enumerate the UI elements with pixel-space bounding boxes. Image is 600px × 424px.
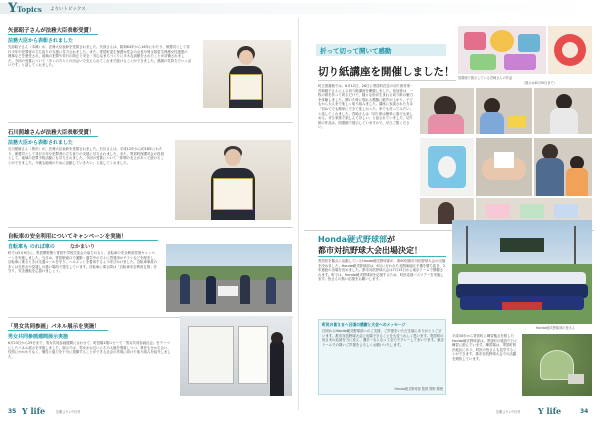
article-body: 6月23日から29日まで、男女共同参画週間に合わせて、町役場1階ロビーで「男女共同参画社会」をテーマにしたパネル展示を実施しました。展示では、男女がお互いにその人権を尊重しつつ、責任も分かち合い、性別にかかわりなく、個性と能力を十分に発揮することができる社会の実現に向けた取り組みを紹介しました。 (8, 341, 171, 359)
kicker: 折って切って開いて感動 (320, 47, 392, 55)
article-yabe (8, 26, 293, 118)
award-photo (203, 40, 291, 108)
article-body: 町立図書館では、6月12日、26日に寄居町在住の切り紙作家・宮崎雅子さんによる切り紙講座を開催しました。参加者は、一枚の紙を折って切るだけで、様々な形が生まれる切り紙の魅力を体験しました。開いた時に現れる模様に歓声が上がり、子どもから大人まで楽しく取り組みました。講座に参加された方は「初めてでも簡単にできて楽しかった。家でも作ってみたい」と話してくれました。宮崎さんは「切り紙は簡単に誰でも楽しめる。ぜひ家族で楽しんでほしい」と話されていました。切り紙の作品は、図書館で展示していますので、ぜひご覧ください。 (318, 84, 414, 130)
page-number: 34 (580, 408, 589, 415)
child (550, 108, 578, 134)
photo-caption: 図書館で展示している宮崎さんの作品 (458, 76, 513, 80)
kirigami-works-photo (548, 26, 592, 74)
person (240, 275, 250, 304)
panel (188, 326, 234, 384)
paper (486, 204, 510, 218)
article-title (318, 234, 395, 245)
article-subtitle: 男女共同参画週間展示実施 (8, 334, 69, 340)
paper-art (562, 42, 578, 58)
article-title: 矢部昭子さんが法務大臣表彰受賞！ (8, 28, 95, 34)
exhibit-photo (180, 316, 292, 396)
building (568, 374, 584, 384)
scoreboard (500, 238, 544, 252)
page-gutter (298, 18, 299, 410)
person-face (225, 149, 241, 166)
message-body: 日頃からHonda硬式野球部へのご支援、ご声援をいただき誠にありがとうございます。都市対抗野球大会に出場できることを大変うれしく思います。寄居町の皆さまの応援を力に変え、選手一丸となって全力でプレーしてまいります。東京ドームでの熱いご声援をよろしくお願いいたします。 (322, 329, 444, 347)
child (480, 112, 504, 134)
paper (520, 204, 544, 218)
message-box (318, 319, 446, 395)
article-bicycle (8, 232, 293, 314)
photo-caption-sub: （展示は8月30日まで） (522, 81, 557, 85)
article-ishikawa (8, 128, 293, 222)
child (566, 168, 588, 196)
panel (238, 326, 268, 384)
title-rule (318, 256, 446, 257)
article-body: 町では5月9日に、寄居警察署と寄居中学校生徒会の協力のもと、自転車の安全利用啓発キャンペーンを実施しました。当日は、寄居駅南口で通勤・通学中の方々に啓発用のチラシなどを配布し、自転車に乗るときは交通ルールを守り、ヘルメットを着用するよう呼びかけました。自転車事故の多くは交差点や見通しの悪い場所で発生しています。自転車に乗る際は「自転車安全利用五則」を守り、安全運転を心掛けましょう。 (8, 251, 158, 274)
title-team: Honda硬式野球部 (318, 235, 388, 244)
child (428, 114, 464, 134)
article-honda-baseball (304, 234, 594, 404)
paper-art (470, 54, 496, 70)
paper (554, 204, 578, 218)
workshop-photo (534, 138, 592, 196)
article-title: 切り紙講座を開催しました！ (318, 66, 455, 78)
header (0, 0, 600, 16)
paper-art (490, 30, 514, 52)
header-subtitle: よりいトピックス (50, 7, 86, 12)
article-body: 矢部昭子さん（本郷）が、法務大臣表彰を受賞されました。矢部さんは、昭和63年から16年にわたり、保護司として非行少年や犯罪者の立ち直りの支援に尽力されました。また、寄居町更生保護女性会の会長や埼玉県更生保護女性連盟の理事などを歴任され、地域の犯罪や非行の防止と安全・安心なまちづくりに多大な貢献をされたことが評価されました。今回の受賞について「多くの方々との出会いで支えられてこれまで続けることができました。感謝の気持ちでいっぱいです」と話してくれました。 (8, 45, 191, 68)
workshop-photo (420, 138, 474, 196)
article-title-line2: 都市対抗野球大会出場決定！ (318, 246, 422, 255)
person (266, 277, 276, 304)
workshop-photo (476, 88, 532, 134)
footer-brand: Y life (22, 406, 46, 416)
footer-note: 広報よりい7月号 (56, 410, 81, 414)
adult (536, 158, 564, 196)
person (206, 276, 216, 304)
divider (8, 227, 293, 228)
side-body: 平成30年から寄居町に練習拠点を移したHonda硬式野球部は、寄居町の施設で日々練習に励んでいます。練習場は、寄居町桜沢地区にあり、町民の皆さんも見学することができます。都市対抗野球大会での活躍を期待しています。 (452, 334, 518, 361)
paper (508, 116, 526, 128)
certificate (213, 178, 253, 210)
kirigami-works-photo (458, 26, 546, 74)
article-title: 「男女共同参画」パネル展示を実施！ (8, 324, 100, 330)
paper-art (464, 32, 486, 50)
title-rule (318, 80, 456, 81)
workshop-photo (420, 88, 474, 134)
page-number: 35 (8, 408, 17, 415)
paper-cut (438, 156, 456, 178)
workshop-photo (476, 138, 532, 196)
article-title: 石川照雄さんが法務大臣表彰受賞！ (8, 130, 95, 136)
footer-brand: Y life (538, 406, 562, 416)
footer-right (496, 406, 596, 420)
paper (494, 152, 514, 168)
article-subtitle-tail: なかまいり (70, 244, 96, 250)
divider (8, 122, 293, 123)
logo-topics: Topics (17, 5, 42, 14)
message-signature: Honda硬式野球部 監督 岡野 勝俊 (394, 387, 443, 391)
footer-note: 広報よりい7月号 (496, 410, 521, 414)
logo-y: Y (8, 1, 18, 16)
person (270, 340, 284, 396)
campaign-photo (166, 244, 292, 312)
message-title: 町民の皆さまへ日頃の感謝と大会へのメッセージ (322, 322, 406, 327)
title-particle: が (387, 235, 396, 244)
title-rule (8, 34, 98, 35)
article-panel-exhibit (8, 322, 293, 402)
article-subtitle: 自転車も のれば車の (8, 244, 55, 250)
person-face (271, 332, 283, 344)
team-photo-caption: Honda硬式野球部の皆さん (536, 326, 576, 330)
paper-art (504, 54, 536, 70)
article-title: 自転車の安全利用についてキャンペーンを実施！ (8, 234, 127, 240)
header-bar (0, 3, 600, 14)
article-body: 石川照雄さん（桜沢）が、法務大臣表彰を受賞されました。石川さんは、平成12年から約18年にわたり、保護司として非行少年や犯罪者の立ち直りの支援に尽力されました。また、寄居町保護司会の役員として、地域の犯罪予防活動にも尽力されました。今回の受賞について「仲間の支えがあって続けることができました。今後も地域のために活動していきたい」と話してくれました。 (8, 147, 164, 165)
title-rule (8, 136, 98, 137)
article-body: 寄居町を拠点に活動しているHonda硬式野球部が、第90回都市対抗野球大会の出場を決めました。Honda硬式野球部は、6月に行われた北関東地区予選を勝ち抜き、2年連続の出場を決めました。都市対抗野球大会は7月13日から東京ドームで開催されます。町では、Honda硬式野球部を応援するため、町民応援バスツアーを実施します。皆さんの熱い応援をお願いします。 (318, 259, 446, 282)
aerial-photo (522, 334, 592, 396)
article-kirigami (304, 20, 594, 226)
person-face (239, 50, 253, 65)
team-photo (452, 220, 592, 324)
team-banner (502, 302, 542, 310)
award-photo (175, 140, 291, 220)
title-rule (8, 240, 158, 241)
paper-art (518, 34, 540, 52)
certificate (230, 74, 262, 100)
person (180, 274, 190, 304)
workshop-photo (534, 88, 592, 134)
footer-left (8, 406, 128, 420)
article-subtitle: 法務大臣から表彰されました (8, 38, 74, 44)
article-subtitle: 法務大臣から表彰されました (8, 140, 74, 146)
banner (218, 286, 238, 296)
title-rule (8, 330, 108, 331)
